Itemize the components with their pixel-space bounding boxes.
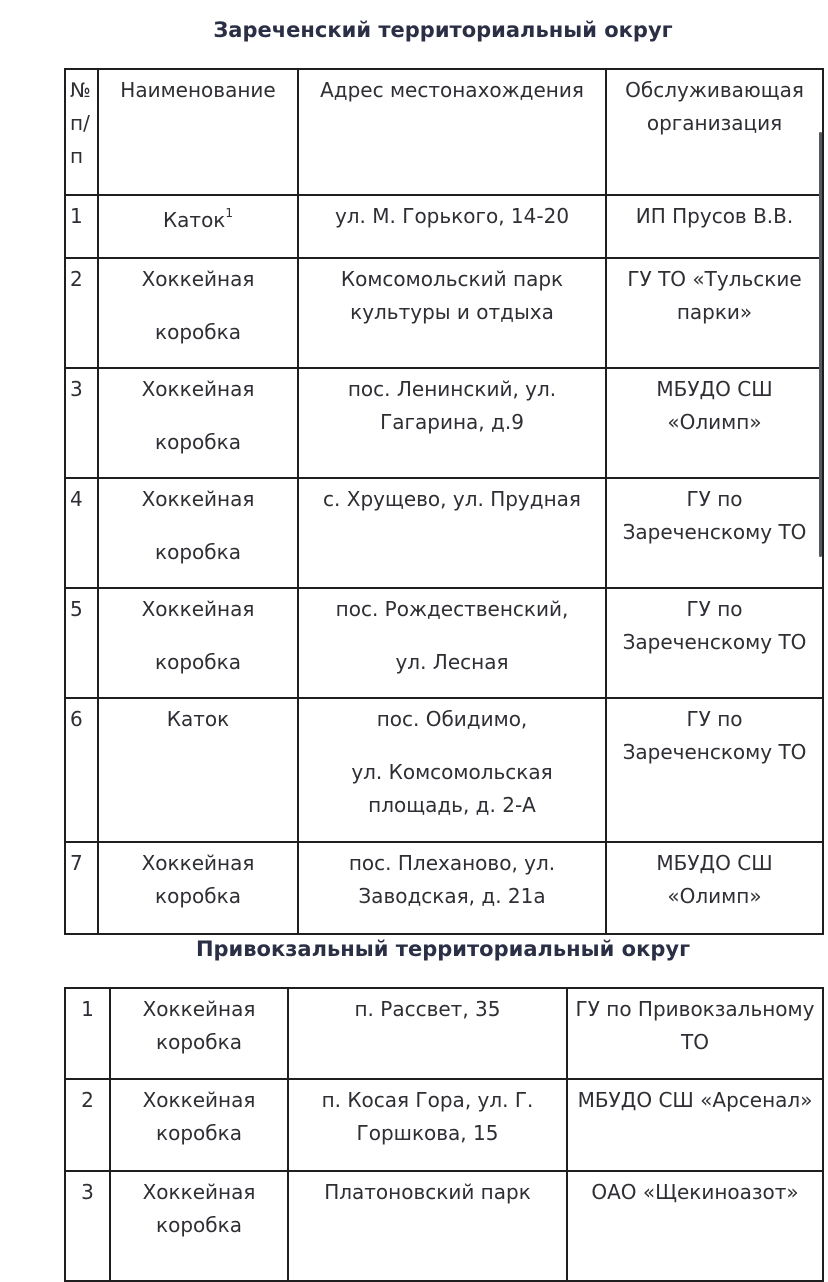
row-num: 1: [65, 988, 110, 1079]
row-org: ИП Прусов В.В.: [606, 195, 823, 258]
row-num: 7: [65, 842, 98, 934]
row-name: [98, 258, 298, 368]
row-org: ГУ по Привокзальному ТО: [567, 988, 823, 1079]
table-row: [65, 478, 823, 588]
row-org: ГУ по Зареченскому ТО: [606, 478, 823, 588]
row-num: 1: [65, 195, 98, 258]
row-address: п. Косая Гора, ул. Г. Горшкова, 15: [288, 1079, 567, 1171]
header-num: № п/п: [65, 69, 98, 195]
table-row: [65, 1079, 823, 1171]
row-org: МБУДО СШ «Олимп»: [606, 368, 823, 478]
row-name: Хоккейная коробка: [110, 1079, 288, 1171]
privokzalny-table: [64, 987, 824, 1282]
table-row: [65, 588, 823, 698]
row-address: Комсомольский парк культуры и отдыха: [298, 258, 606, 368]
table-row: [65, 258, 823, 368]
scrollbar-thumb[interactable]: [819, 132, 822, 557]
row-org: ГУ по Зареченскому ТО: [606, 698, 823, 842]
section-title-privokzalny: Привокзальный территориальный округ: [195, 937, 691, 961]
row-name-line: коробка: [155, 650, 241, 674]
row-num: 5: [65, 588, 98, 698]
row-address: ул. М. Горького, 14-20: [298, 195, 606, 258]
row-org: МБУДО СШ «Олимп»: [606, 842, 823, 934]
table-row: [65, 368, 823, 478]
row-address: [298, 588, 606, 698]
row-num: 6: [65, 698, 98, 842]
row-address: п. Рассвет, 35: [288, 988, 567, 1079]
row-num: 2: [65, 258, 98, 368]
footnote-mark: 1: [225, 206, 234, 221]
row-org: ОАО «Щекиноазот»: [567, 1171, 823, 1281]
row-address: пос. Плеханово, ул. Заводская, д. 21а: [298, 842, 606, 934]
row-name: [98, 195, 298, 258]
row-name-text: Каток: [162, 208, 226, 232]
zarechensky-table: [64, 68, 824, 935]
table-row: [65, 842, 823, 934]
section-title-zarechensky: Зареченский территориальный округ: [213, 18, 673, 42]
row-name-line: Хоккейная: [141, 267, 255, 291]
row-name-line: коробка: [155, 430, 241, 454]
row-address: Платоновский парк: [288, 1171, 567, 1281]
table-row: [65, 1171, 823, 1281]
row-name: Каток: [98, 698, 298, 842]
row-name-line: коробка: [155, 320, 241, 344]
row-num: 3: [65, 1171, 110, 1281]
row-name-line: Хоккейная: [141, 377, 255, 401]
table-row: [65, 698, 823, 842]
row-address-line: пос. Рождественский,: [335, 597, 569, 621]
row-address-line: пос. Обидимо,: [376, 707, 528, 731]
row-name: [98, 368, 298, 478]
row-org: МБУДО СШ «Арсенал»: [567, 1079, 823, 1171]
header-org: Обслуживающая организация: [606, 69, 823, 195]
row-address: [298, 698, 606, 842]
row-name-line: коробка: [155, 540, 241, 564]
row-org: ГУ по Зареченскому ТО: [606, 588, 823, 698]
row-org: ГУ ТО «Тульские парки»: [606, 258, 823, 368]
table-header-row: [65, 69, 823, 195]
row-name: [98, 478, 298, 588]
row-address-line: ул. Комсомольская площадь, д. 2-А: [351, 760, 553, 817]
row-name: Хоккейная коробка: [110, 1171, 288, 1281]
row-name-line: Хоккейная: [141, 487, 255, 511]
row-address: с. Хрущево, ул. Прудная: [298, 478, 606, 588]
row-num: 2: [65, 1079, 110, 1171]
row-name: Хоккейная коробка: [110, 988, 288, 1079]
row-address-line: ул. Лесная: [395, 650, 509, 674]
header-name: Наименование: [98, 69, 298, 195]
table-row: [65, 988, 823, 1079]
row-name: Хоккейная коробка: [98, 842, 298, 934]
table-row: [65, 195, 823, 258]
row-num: 4: [65, 478, 98, 588]
row-num: 3: [65, 368, 98, 478]
row-name-line: Хоккейная: [141, 597, 255, 621]
header-address: Адрес местонахождения: [298, 69, 606, 195]
row-name: [98, 588, 298, 698]
row-address: пос. Ленинский, ул. Гагарина, д.9: [298, 368, 606, 478]
